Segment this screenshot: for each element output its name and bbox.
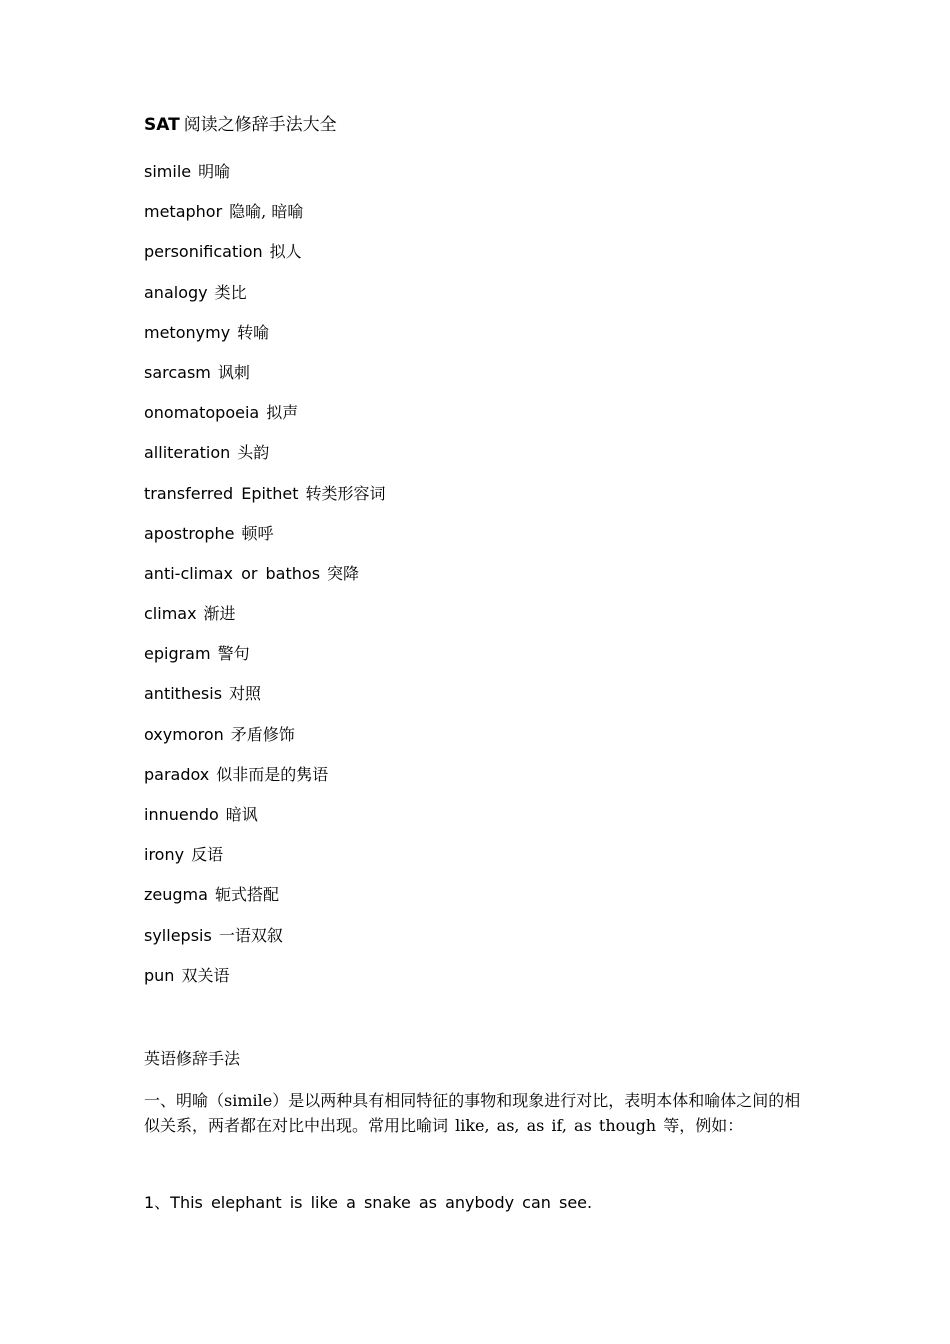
term-english: irony bbox=[144, 845, 185, 865]
term-chinese: 暗讽 bbox=[225, 805, 258, 824]
term-english: transferred Epithet bbox=[144, 483, 299, 503]
term-english: oxymoron bbox=[144, 724, 224, 744]
term-item bbox=[144, 402, 385, 442]
term-item bbox=[144, 603, 385, 643]
term-chinese: 转喻 bbox=[237, 322, 270, 342]
term-chinese: 似非而是的隽语 bbox=[216, 764, 329, 784]
term-english: innuendo bbox=[144, 805, 219, 824]
term-item bbox=[144, 683, 385, 723]
term-chinese: 拟人 bbox=[269, 242, 302, 262]
rhetoric-term-list bbox=[144, 161, 385, 1005]
term-item bbox=[144, 523, 385, 563]
term-chinese: 讽刺 bbox=[217, 362, 250, 382]
term-english: apostrophe bbox=[144, 523, 235, 543]
term-chinese: 顿呼 bbox=[241, 523, 274, 543]
term-english: climax bbox=[144, 604, 197, 624]
term-item bbox=[144, 965, 385, 1005]
term-item bbox=[144, 884, 385, 924]
term-chinese: 类比 bbox=[214, 282, 247, 302]
term-english: anti-climax or bathos bbox=[144, 563, 321, 583]
term-english: sarcasm bbox=[144, 362, 211, 382]
term-english: paradox bbox=[144, 764, 210, 784]
term-item bbox=[144, 362, 385, 402]
term-item bbox=[144, 241, 385, 281]
term-chinese: 轭式搭配 bbox=[214, 885, 279, 905]
document-title bbox=[144, 113, 337, 137]
term-chinese: 头韵 bbox=[237, 443, 270, 463]
term-chinese: 警句 bbox=[217, 644, 250, 664]
term-item bbox=[144, 483, 385, 523]
term-english: onomatopoeia bbox=[144, 403, 260, 423]
term-item bbox=[144, 322, 385, 362]
term-item bbox=[144, 442, 385, 482]
term-item bbox=[144, 804, 385, 844]
term-english: zeugma bbox=[144, 885, 208, 905]
term-item bbox=[144, 563, 385, 603]
term-chinese: 渐进 bbox=[203, 604, 236, 624]
term-item bbox=[144, 282, 385, 322]
term-english: simile bbox=[144, 162, 192, 181]
term-english: pun bbox=[144, 965, 175, 985]
term-english: metonymy bbox=[144, 322, 231, 342]
term-english: alliteration bbox=[144, 443, 231, 463]
term-chinese: 双关语 bbox=[181, 965, 230, 985]
term-item bbox=[144, 844, 385, 884]
term-english: personification bbox=[144, 242, 263, 262]
term-item bbox=[144, 925, 385, 965]
term-item bbox=[144, 724, 385, 764]
term-chinese: 对照 bbox=[229, 684, 262, 704]
section-title: 英语修辞手法 bbox=[144, 1049, 241, 1068]
term-english: antithesis bbox=[144, 684, 223, 704]
term-chinese: 拟声 bbox=[266, 403, 299, 423]
term-english: analogy bbox=[144, 282, 208, 302]
term-chinese: 明喻 bbox=[198, 162, 231, 181]
term-english: epigram bbox=[144, 644, 211, 664]
title-english: SAT bbox=[144, 115, 180, 135]
term-chinese: 矛盾修饰 bbox=[230, 724, 295, 744]
term-item bbox=[144, 161, 385, 201]
term-chinese: 转类形容词 bbox=[305, 483, 386, 503]
term-item bbox=[144, 764, 385, 804]
term-chinese: 反语 bbox=[191, 845, 224, 865]
term-english: metaphor bbox=[144, 202, 223, 222]
term-item bbox=[144, 643, 385, 683]
simile-paragraph: 一、明喻（simile）是以两种具有相同特征的事物和现象进行对比，表明本体和喻体之间的相似关系，两者都在对比中出现。常用比喻词 like, as, as if, as though 等，例如： bbox=[144, 1091, 801, 1135]
title-chinese: 阅读之修辞手法大全 bbox=[183, 115, 337, 135]
example-sentence: 1、This elephant is like a snake as anybody can see. bbox=[144, 1193, 593, 1212]
term-english: syllepsis bbox=[144, 925, 212, 945]
term-chinese: 一语双叙 bbox=[218, 925, 283, 945]
term-chinese: 突降 bbox=[327, 563, 360, 583]
term-item bbox=[144, 201, 385, 241]
term-chinese: 隐喻, 暗喻 bbox=[229, 202, 304, 222]
